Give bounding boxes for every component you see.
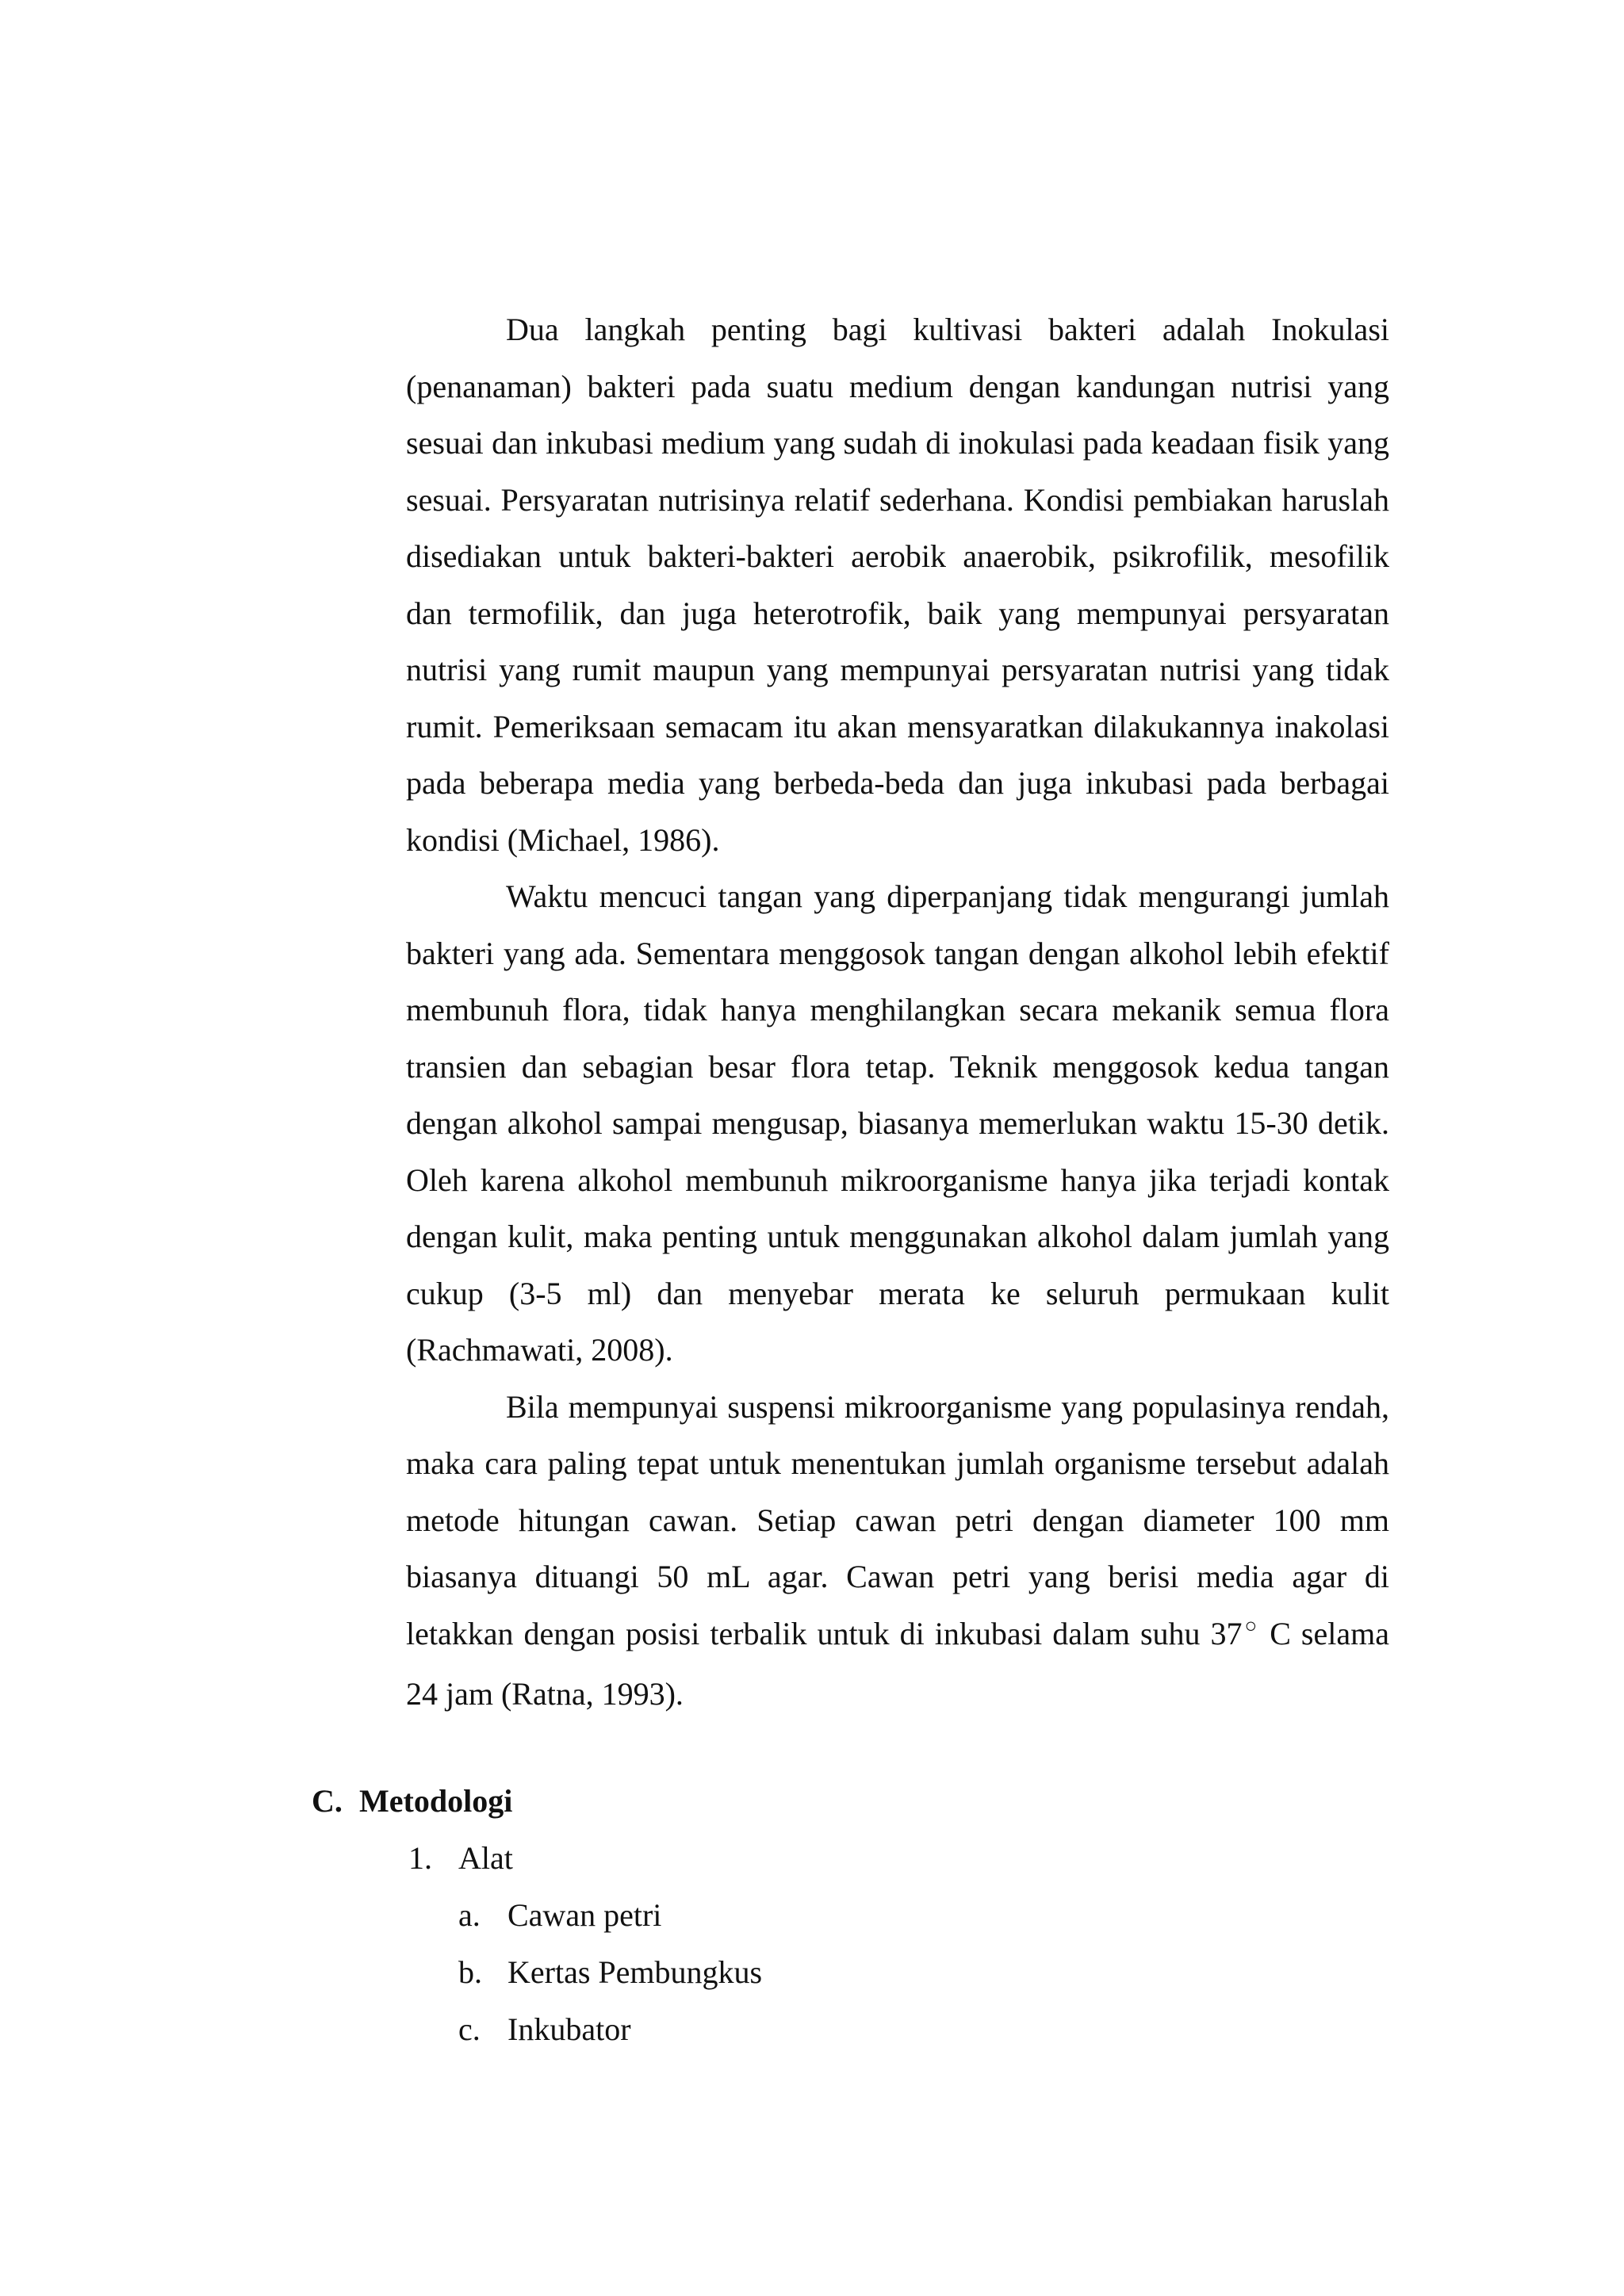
list-item-number: 1.: [408, 1840, 432, 1876]
paragraph-mencuci-tangan: Waktu mencuci tangan yang diperpanjang tidak mengurangi jumlah bakteri yang ada. Sementara menggosok tangan dengan alkohol lebih efektif membunuh flora, tidak hanya menghilangkan secara mekanik semua flora transien dan sebagian besar flora tetap. Teknik menggosok kedua tangan dengan alkohol sampai mengusap, biasanya memerlukan waktu 15-30 detik. Oleh karena alkohol membunuh mikroorganisme hanya jika terjadi kontak dengan kulit, maka penting untuk menggunakan alkohol dalam jumlah yang cukup (3-5 ml) dan menyebar merata ke seluruh permukaan kulit (Rachmawati, 2008).: [406, 878, 1389, 1368]
list-item-alat: [312, 1830, 1390, 2058]
numbered-list: [312, 1830, 1390, 2058]
sub-list-alat: [458, 1887, 1390, 2058]
degree-symbol: ○: [1242, 1613, 1260, 1637]
sub-list-item-inkubator: [458, 2001, 1390, 2058]
list-item-label: Alat: [458, 1840, 513, 1876]
sub-list-item-cawan-petri: [458, 1887, 1390, 1944]
paragraph-hitungan-cawan: [406, 1379, 1389, 1723]
paragraph-text-after: C selama 24 jam (Ratna, 1993).: [406, 1615, 1389, 1712]
sub-list-letter: c.: [458, 2011, 481, 2047]
sub-list-label: Kertas Pembungkus: [508, 1954, 763, 1990]
section-metodologi: [312, 1773, 1390, 2058]
paragraph-kultivasi-bakteri: Dua langkah penting bagi kultivasi bakteri adalah Inokulasi (penanaman) bakteri pada suatu medium dengan kandungan nutrisi yang sesuai dan inkubasi medium yang sudah di inokulasi pada keadaan fisik yang sesuai. Persyaratan nutrisinya relatif sederhana. Kondisi pembiakan haruslah disediakan untuk bakteri-bakteri aerobik anaerobik, psikrofilik, mesofilik dan termofilik, dan juga heterotrofik, baik yang mempunyai persyaratan nutrisi yang rumit maupun yang mempunyai persyaratan nutrisi yang tidak rumit. Pemeriksaan semacam itu akan mensyaratkan dilakukannya inakolasi pada beberapa media yang berbeda-beda dan juga inkubasi pada berbagai kondisi (Michael, 1986).: [406, 312, 1389, 858]
sub-list-item-kertas-pembungkus: [458, 1944, 1390, 2001]
sub-list-label: Inkubator: [508, 2011, 631, 2047]
body-text: [406, 301, 1389, 1723]
section-title: Metodologi: [359, 1783, 513, 1819]
section-heading: [312, 1773, 1390, 1830]
sub-list-letter: a.: [458, 1897, 481, 1933]
sub-list-label: Cawan petri: [508, 1897, 662, 1933]
section-letter: C.: [312, 1783, 343, 1819]
sub-list-letter: b.: [458, 1954, 482, 1990]
paragraph-text-before: Bila mempunyai suspensi mikroorganisme yang populasinya rendah, maka cara paling tepat untuk menentukan jumlah organisme tersebut adalah metode hitungan cawan. Setiap cawan petri dengan diameter 100 mm biasanya dituangi 50 mL agar. Cawan petri yang berisi media agar di letakkan dengan posisi terbalik untuk di inkubasi dalam suhu 37: [406, 1388, 1389, 1651]
